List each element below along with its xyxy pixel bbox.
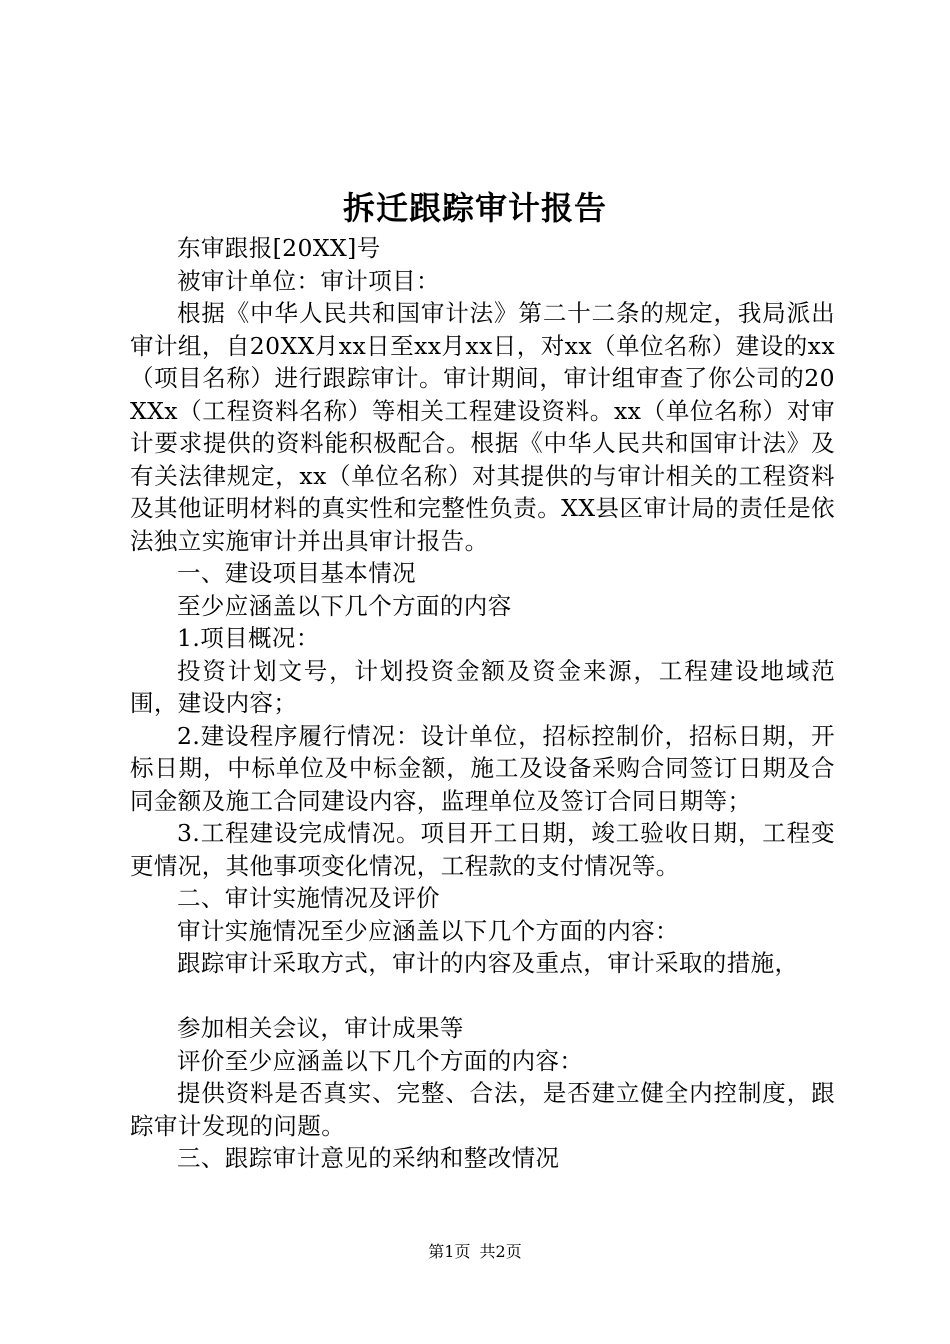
paragraph-scope-note: 至少应涵盖以下几个方面的内容	[177, 591, 512, 620]
paragraph-audit-results: 参加相关会议，审计成果等	[177, 1014, 464, 1042]
item-construction-procedure: 2.建设程序履行情况：设计单位，招标控制价，招标日期，开标日期，中标单位及中标金额，施工及设备采购合同签订日期及合同金额及施工合同建设内容，监理单位及签订合同日期等；	[130, 721, 835, 815]
page-current: 第1页	[428, 1242, 471, 1261]
document-number: 东审跟报[20XX]号	[177, 234, 381, 262]
audited-unit-line: 被审计单位：审计项目：	[177, 266, 440, 295]
paragraph-implementation-scope: 审计实施情况至少应涵盖以下几个方面的内容：	[177, 916, 679, 945]
section-heading-1: 一、建设项目基本情况	[177, 559, 416, 587]
section-heading-3: 三、跟踪审计意见的采纳和整改情况	[177, 1144, 560, 1172]
intro-paragraph: 根据《中华人民共和国审计法》第二十二条的规定，我局派出审计组，自20XX月xx日至xx月xx日，对xx（单位名称）建设的xx（项目名称）进行跟踪审计。审计期间，审计组审查了你公司的20XXx（工程资料名称）等相关工程建设资料。xx（单位名称）对审计要求提供的资料能积极配合。根据《中华人民共和国审计法》及有关法律规定，xx（单位名称）对其提供的与审计相关的工程资料及其他证明材料的真实性和完整性负责。XX县区审计局的责任是依法独立实施审计并出具审计报告。	[130, 299, 835, 555]
document-title: 拆迁跟踪审计报告	[342, 189, 607, 227]
paragraph-evaluation-detail: 提供资料是否真实、完整、合法，是否建立健全内控制度，跟踪审计发现的问题。	[130, 1079, 835, 1140]
page-total: 共2页	[479, 1242, 522, 1261]
section-heading-2: 二、审计实施情况及评价	[177, 884, 440, 912]
item-construction-completion: 3.工程建设完成情况。项目开工日期，竣工验收日期，工程变更情况，其他事项变化情况，工程款的支付情况等。	[130, 819, 835, 880]
paragraph-evaluation-scope: 评价至少应涵盖以下几个方面的内容：	[177, 1046, 584, 1075]
paragraph-audit-methods: 跟踪审计采取方式，审计的内容及重点，审计采取的措施，	[177, 949, 799, 977]
page-footer	[0, 1240, 950, 1264]
paragraph-investment-plan: 投资计划文号，计划投资金额及资金来源，工程建设地域范围，建设内容；	[130, 656, 835, 717]
document-body	[130, 232, 835, 1175]
item-project-overview: 1.项目概况：	[177, 624, 320, 652]
